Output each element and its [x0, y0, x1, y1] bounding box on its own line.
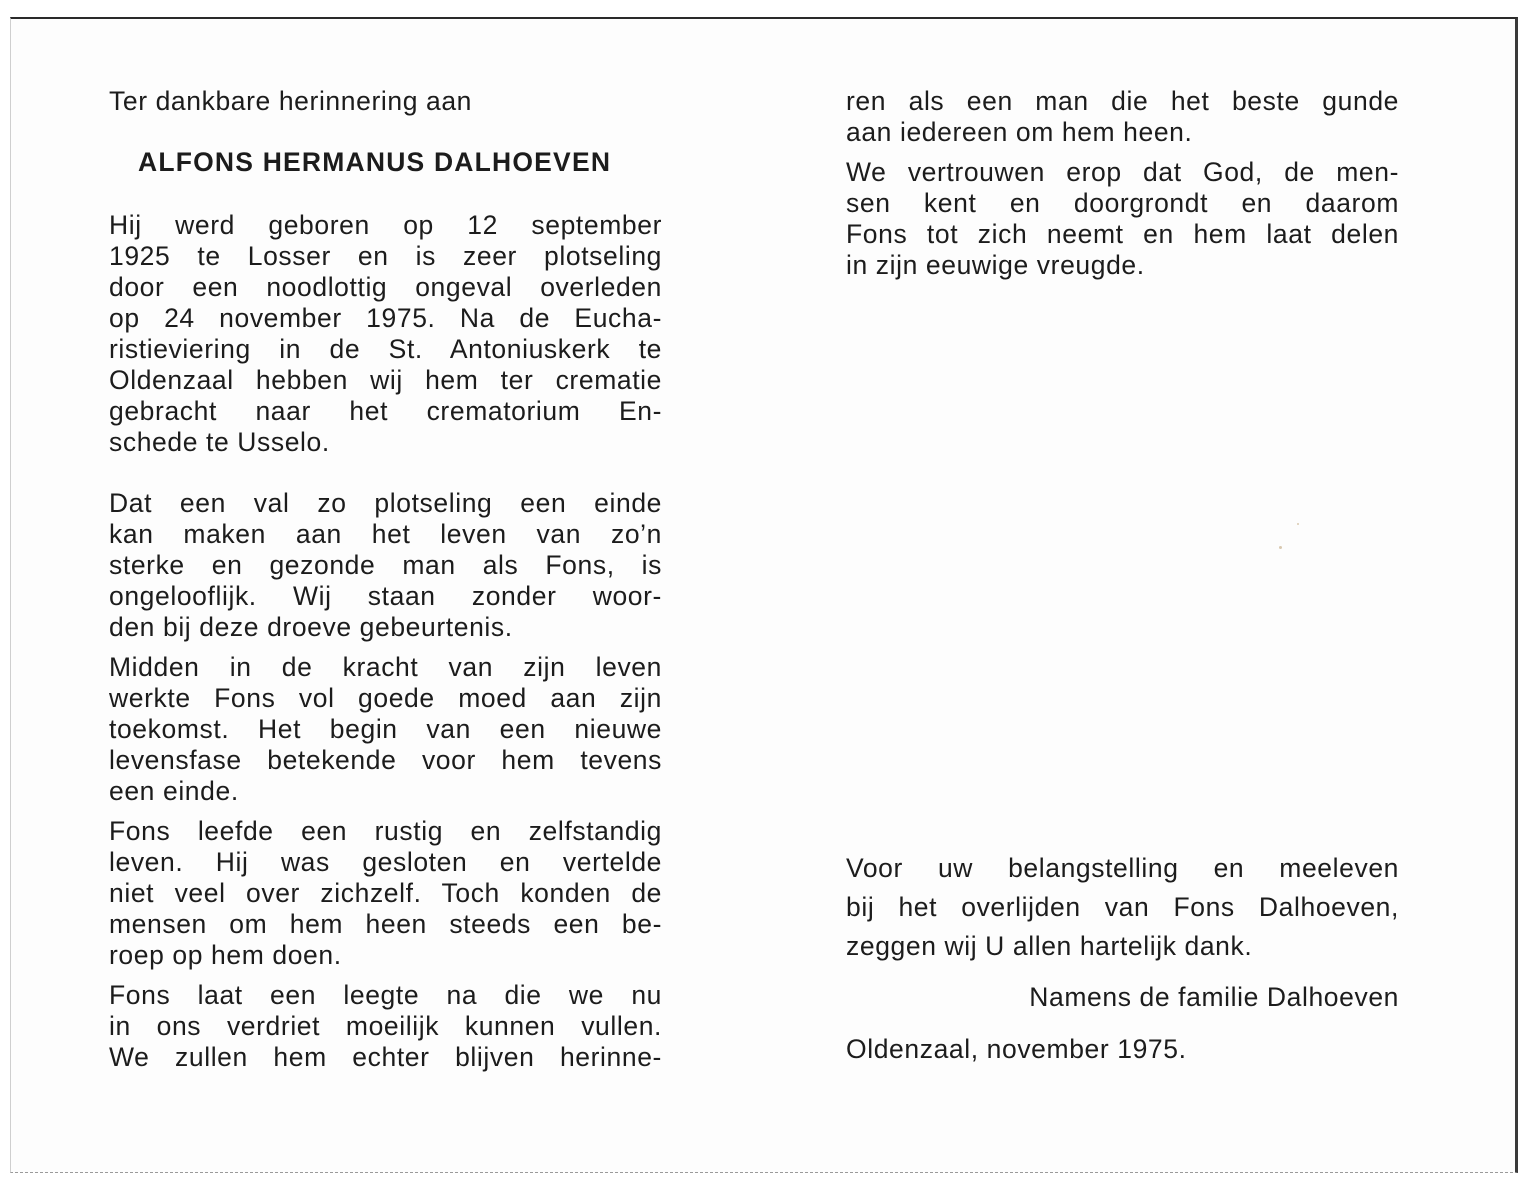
family-signature: Namens de familie Dalhoeven: [1029, 982, 1399, 1012]
deceased-name: ALFONS HERMANUS DALHOEVEN: [138, 147, 612, 177]
text-line: den bij deze droeve gebeurtenis.: [109, 612, 513, 642]
text-line: werkte Fons vol goede moed aan zijn: [109, 683, 662, 713]
text-line: ren als een man die het beste gunde: [846, 86, 1399, 116]
text-line: We zullen hem echter blijven herinne-: [109, 1042, 662, 1072]
text-line: gebracht naar het crematorium En-: [109, 396, 662, 426]
text-line: Fons laat een leegte na die we nu: [109, 980, 662, 1010]
text-line: Hij werd geboren op 12 september: [109, 210, 662, 240]
text-line: We vertrouwen erop dat God, de men-: [846, 157, 1399, 187]
text-line: niet veel over zichzelf. Toch konden de: [109, 878, 662, 908]
text-line: 1925 te Losser en is zeer plotseling: [109, 241, 662, 271]
left-column: [109, 86, 662, 1073]
text-line: Fons leefde een rustig en zelfstandig: [109, 816, 662, 846]
text-line: sterke en gezonde man als Fons, is: [109, 550, 662, 580]
paper-speck: [1297, 523, 1299, 525]
text-line: een einde.: [109, 776, 239, 806]
text-line: in zijn eeuwige vreugde.: [846, 250, 1145, 280]
text-line: kan maken aan het leven van zo’n: [109, 519, 662, 549]
paragraph-faith: [846, 157, 1399, 281]
text-line: leven. Hij was gesloten en vertelde: [109, 847, 662, 877]
thanks-line: bij het overlijden van Fons Dalhoeven,: [846, 892, 1399, 922]
text-line: op 24 november 1975. Na de Eucha-: [109, 303, 662, 333]
paragraph-remembrance: [109, 980, 662, 1073]
thanks-block: [846, 849, 1399, 1066]
text-line: ongelooflijk. Wij staan zonder woor-: [109, 581, 662, 611]
intro-line: Ter dankbare herinnering aan: [109, 86, 473, 116]
paragraph-birth-death: [109, 210, 662, 458]
text-line: Fons tot zich neemt en hem laat delen: [846, 219, 1399, 249]
text-line: toekomst. Het begin van een nieuwe: [109, 714, 662, 744]
text-line: levensfase betekende voor hem tevens: [109, 745, 662, 775]
text-line: Dat een val zo plotseling een einde: [109, 488, 662, 518]
text-line: sen kent en doorgrondt en daarom: [846, 188, 1399, 218]
paragraph-future: [109, 652, 662, 807]
text-line: Midden in de kracht van zijn leven: [109, 652, 662, 682]
right-column: [846, 86, 1399, 281]
text-line: Oldenzaal hebben wij hem ter crematie: [109, 365, 662, 395]
place-date: Oldenzaal, november 1975.: [846, 1034, 1187, 1064]
paper-speck: [1279, 546, 1282, 549]
paragraph-accident: [109, 488, 662, 643]
text-line: schede te Usselo.: [109, 427, 330, 457]
text-line: mensen om hem heen steeds een be-: [109, 909, 662, 939]
text-line: aan iedereen om hem heen.: [846, 117, 1193, 147]
paragraph-character: [109, 816, 662, 971]
text-line: in ons verdriet moeilijk kunnen vullen.: [109, 1011, 662, 1041]
text-line: roep op hem doen.: [109, 940, 342, 970]
thanks-line: Voor uw belangstelling en meeleven: [846, 853, 1399, 883]
paragraph-continuation: [846, 86, 1399, 148]
text-line: door een noodlottig ongeval overleden: [109, 272, 662, 302]
thanks-line: zeggen wij U allen hartelijk dank.: [846, 931, 1253, 961]
text-line: ristieviering in de St. Antoniuskerk te: [109, 334, 662, 364]
